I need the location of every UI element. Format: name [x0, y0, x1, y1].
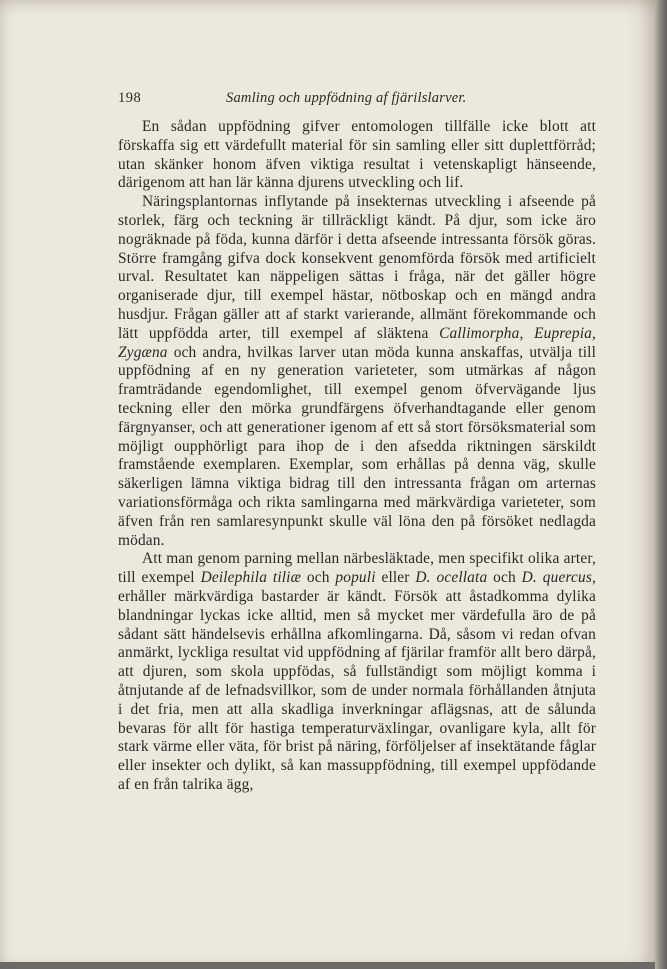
paragraph [118, 193, 596, 550]
italic-taxon-name: D. ocellata [415, 569, 488, 587]
body-text [118, 118, 596, 795]
italic-taxon-name: Deilephila tiliæ [200, 569, 302, 587]
text-segment: Att man genom parning mellan närbesläktade, men specifikt olika arter, till exempel [118, 550, 596, 587]
text-segment: eller [375, 569, 416, 587]
running-title: Samling och uppfödning af fjärilslarver. [226, 90, 467, 106]
text-segment: och [301, 569, 336, 587]
italic-taxon-name: D. quercus [521, 569, 592, 587]
text-segment: Näringsplantornas inflytande på insekternas utveckling i afseende på storlek, färg och teckning är tillräckligt kändt. På djur, som icke äro nogräknade på föda, kunna därför i detta afseende intressanta försök göras. Större framgång gifva dock konsekvent genomförda försök med artificielt urval. Resultatet kan näppeligen sättas i fråga, när det gäller högre organiserade djur, till exempel hästar, nötboskap och en mängd andra husdjur. Frågan gäller att af starkt varierande, allmänt förekommande och lätt uppfödda arter, till exempel af släktena [118, 193, 596, 342]
italic-taxon-names: Callimorpha, Euprepia, Zygæna [118, 324, 596, 361]
page-edge [655, 0, 667, 969]
text-segment: En sådan uppfödning gifver entomologen tillfälle icke blott att förskaffa sig ett värdefullt material för sin samling eller sitt duplettförråd; utan skänker honom äfven viktiga resultat i vetenskapligt hänseende, därigenom att han lär känna djurens utveckling och lif. [118, 118, 596, 192]
text-segment: och [487, 569, 522, 587]
paragraph [118, 118, 596, 193]
text-segment: och andra, hvilkas larver utan möda kunna anskaffas, utvälja till uppfödning af en ny generation varieteter, som utmärkas af någon framträdande egendomlighet, till exempel genom öfvervägande ljus teckning eller den mörka grundfärgens öfverhandtagande eller genom färgnyanser, och att generationer igenom af ett så stort försöksmaterial som möjligt oupphörligt para ihop de i den afsedda riktningen särskildt framstående exemplaren. Exemplar, som erhållas på denna väg, skulle säkerligen lämna viktiga bidrag till den intressanta frågan om arternas variationsförmåga och rikta samlingarna med märkvärdiga varieteter, som äfven från ren samlaresynpunkt skulle väl löna den på försöket nedlagda mödan. [118, 343, 596, 549]
text-segment: , erhåller märkvärdiga bastarder är kändt. Försök att åstadkomma dylika blandningar lyckas icke alltid, men så mycket mer värdefulla äro de på sådant sätt händelsevis erhållna afkomlingarna. Då, såsom vi redan ofvan anmärkt, lyckliga resultat vid uppfödning af fjärilar framför allt bero därpå, att djuren, som skola uppfödas, så fullständigt som möjligt komma i åtnjutande af de lefnadsvillkor, som de under normala förhållanden åtnjuta i det fria, men att alla skadliga inverkningar aflägsnas, att de sålunda bevaras för allt för hastiga temperaturväxlingar, ovanligare kyla, allt för stark värme eller väta, för brist på näring, förföljelser af insektätande fåglar eller insekter och dylikt, så kan massuppfödning, till exempel uppfödande af en från talrika ägg, [118, 569, 596, 793]
paragraph [118, 550, 596, 794]
italic-taxon-name: populi [335, 569, 376, 587]
page-header [118, 90, 588, 110]
page-number: 198 [118, 90, 142, 106]
